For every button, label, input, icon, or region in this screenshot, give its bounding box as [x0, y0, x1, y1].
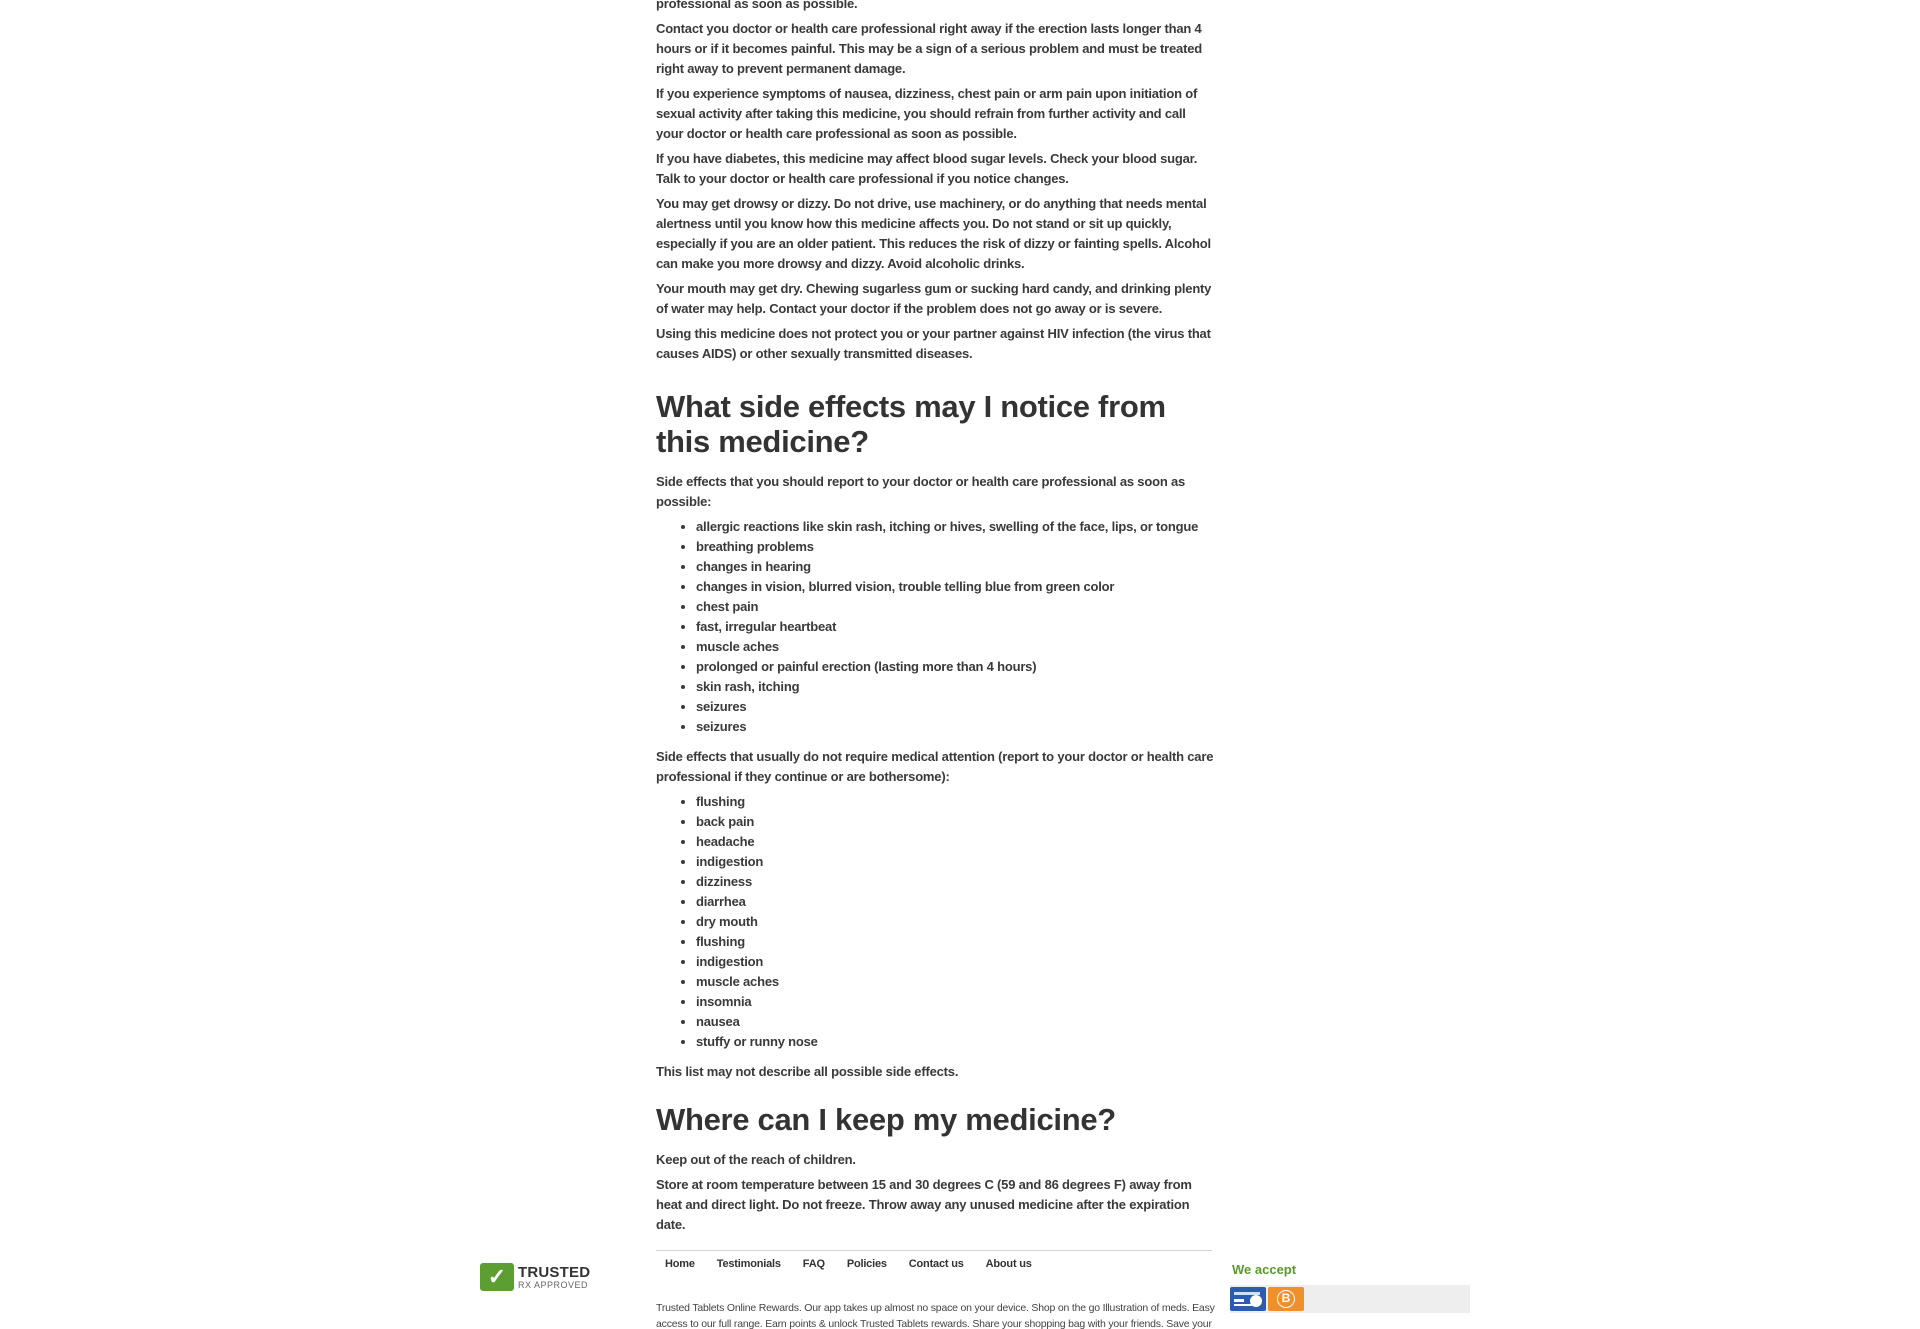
paragraph: Using this medicine does not protect you or your partner against HIV infection (the virus that causes AIDS) or other sexually transmitted diseases. — [656, 326, 1211, 361]
list-item: • muscle aches — [696, 637, 1216, 657]
footer-link-faq[interactable]: FAQ — [802, 1258, 825, 1270]
trusted-rx-logo — [480, 1262, 598, 1292]
list-item: • dry mouth — [696, 912, 1216, 932]
list-item: • breathing problems — [696, 537, 1216, 557]
paragraph: Contact you doctor or health care professional right away if the erection lasts longer than 4 hours or if it becomes painful. This may be a sign of a serious problem and must be treated right away to prevent permanent damage. — [656, 21, 1202, 76]
we-accept-title: We accept — [1232, 1262, 1297, 1277]
paragraph: Keep out of the reach of children. — [656, 1152, 856, 1167]
logo-title: TRUSTED — [518, 1263, 591, 1281]
bank-card-icon — [1230, 1287, 1266, 1311]
list-item: • indigestion — [696, 952, 1216, 972]
list-item: • nausea — [696, 1012, 1216, 1032]
list-item: • chest pain — [696, 597, 1216, 617]
footer-description: Trusted Tablets Online Rewards. Our app takes up almost no space on your device. Shop on the go Illustration of meds. Easy access to our full range. Earn points & unlock Trusted Tablets rewards. Share your shopping bag with your friends. Save your — [656, 1302, 1215, 1329]
paragraph: Your mouth may get dry. Chewing sugarless gum or sucking hard candy, and drinking plenty of water may help. Contact your doctor if the problem does not go away or is severe. — [656, 281, 1212, 316]
list-item: • changes in hearing — [696, 557, 1216, 577]
paragraph: You may get drowsy or dizzy. Do not drive, use machinery, or do anything that needs mental alertness until you know how this medicine affects you. Do not stand or sit up quickly, especially if you are an older patient. This reduces the risk of dizzy or fainting spells. Alcohol can make you more drowsy and dizzy. Avoid alcoholic drinks. — [656, 196, 1211, 271]
list-item: • seizures — [696, 717, 1216, 737]
payment-icons-bar — [1230, 1285, 1470, 1313]
list-item: • changes in vision, blurred vision, trouble telling blue from green color — [696, 577, 1216, 597]
list-item: • fast, irregular heartbeat — [696, 617, 1216, 637]
divider — [656, 1250, 1212, 1251]
logo-subtitle: RX APPROVED — [518, 1279, 589, 1290]
report-list — [696, 517, 1216, 737]
list-item: • diarrhea — [696, 892, 1216, 912]
list-item: • insomnia — [696, 992, 1216, 1012]
list-item: • muscle aches — [696, 972, 1216, 992]
list-item: • dizziness — [696, 872, 1216, 892]
list-item: • back pain — [696, 812, 1216, 832]
list-item: • allergic reactions like skin rash, itching or hives, swelling of the face, lips, or tongue — [696, 517, 1216, 537]
list-item: • flushing — [696, 792, 1216, 812]
list-item: • prolonged or painful erection (lasting more than 4 hours) — [696, 657, 1216, 677]
paragraph: Store at room temperature between 15 and 30 degrees C (59 and 86 degrees F) away from heat and direct light. Do not freeze. Throw away any unused medicine after the expiration date. — [656, 1177, 1192, 1232]
list-item: • indigestion — [696, 852, 1216, 872]
footer-link-contact[interactable]: Contact us — [908, 1258, 964, 1270]
footer-link-policies[interactable]: Policies — [846, 1258, 887, 1270]
footer-nav — [665, 1258, 1054, 1270]
bitcoin-icon: B — [1268, 1287, 1304, 1311]
paragraph: If you have diabetes, this medicine may affect blood sugar levels. Check your blood sugar. Talk to your doctor or health care professional if you notice changes. — [656, 151, 1198, 186]
paragraph: If you experience symptoms of nausea, dizziness, chest pain or arm pain upon initiation of sexual activity after taking this medicine, you should refrain from further activity and call your doctor or health care professional as soon as possible. — [656, 86, 1198, 141]
paragraph: professional as soon as possible. — [656, 0, 858, 11]
side-effects-heading: What side effects may I notice from this medicine? — [656, 389, 1166, 459]
checkmark-icon: ✓ — [480, 1263, 514, 1291]
list-item: • stuffy or runny nose — [696, 1032, 1216, 1052]
list-item: • seizures — [696, 697, 1216, 717]
payment-methods — [1230, 1262, 1470, 1313]
list-item: • flushing — [696, 932, 1216, 952]
article-content — [656, 0, 1216, 1251]
list-item: • headache — [696, 832, 1216, 852]
list-item: • skin rash, itching — [696, 677, 1216, 697]
common-list — [696, 792, 1216, 1052]
report-intro: Side effects that you should report to your doctor or health care professional as soon as possible: — [656, 474, 1186, 509]
footer-link-testimonials[interactable]: Testimonials — [716, 1258, 781, 1270]
list-note: This list may not describe all possible side effects. — [656, 1064, 959, 1079]
storage-heading: Where can I keep my medicine? — [656, 1102, 1116, 1137]
footer-link-about[interactable]: About us — [985, 1258, 1032, 1270]
footer-link-home[interactable]: Home — [665, 1258, 695, 1270]
common-intro: Side effects that usually do not require medical attention (report to your doctor or health care professional if they continue or are bothersome): — [656, 749, 1214, 784]
